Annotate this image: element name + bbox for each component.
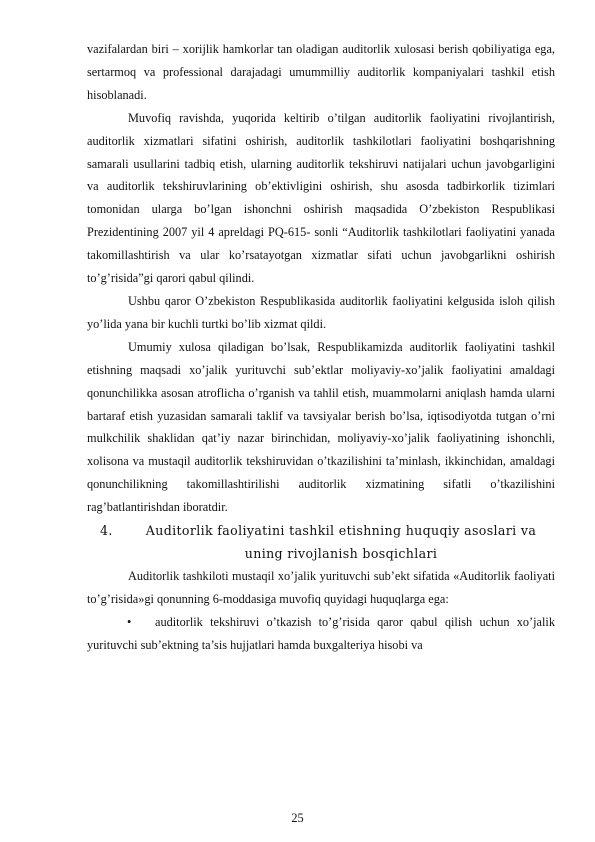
- document-page: [87, 38, 555, 657]
- paragraph-4: Umumiy xulosa qiladigan bo’lsak, Respublikamizda auditorlik faoliyatini tashkil etishning maqsadi xo’jalik yurituvchi sub’ektlar moliyaviy-xo’jalik faoliyatini amaldagi qonunchilikka asosan atroflicha o’rganish va tahlil etish, muammolarni aniqlash hamda ularni bartaraf etish yuzasidan samarali taklif va tavsiyalar berish bo’lsa, iqtisodiyotda tutgan o’rni mulkchilik shaklidan qat’iy nazar birinchidan, moliyaviy-xo’jalik faoliyatining ishonchli, xolisona va mustaqil auditorlik tekshiruvidan o’tkazilishini ta’minlash, ikkinchidan, amaldagi qonunchilikning takomillashtirilishi auditorlik xizmatining sifatli o’tkazilishini rag’batlantirishdan iboratdir.: [87, 339, 555, 515]
- paragraph-3: Ushbu qaror O’zbekiston Respublikasida auditorlik faoliyatini kelgusida isloh qilish yo’lida yana bir kuchli turtki bo’lib xizmat qildi.: [87, 293, 555, 331]
- paragraph-1: vazifalardan biri – xorijlik hamkorlar tan oladigan auditorlik xulosasi berish qobiliyatiga ega, sertarmoq va professional darajadagi umummilliy auditorlik kompaniyalari tashkil etish hisoblanadi.: [87, 42, 555, 102]
- paragraph-5: Auditorlik tashkiloti mustaqil xo’jalik yurituvchi sub’ekt sifatida «Auditorlik faoliyati to’g’risida»gi qonunning 6-moddasiga muvofiq quyidagi huquqlarga ega:: [87, 569, 555, 606]
- paragraph-2: Muvofiq ravishda, yuqorida keltirib o’tilgan auditorlik faoliyatini rivojlantirish, auditorlik xizmatlari sifatini oshirish, auditorlik tashkilotlari faoliyatini boshqarishning samarali usullarini tadbiq etish, ularning auditorlik tekshiruvi natijalari uchun javobgarligini va auditorlik tekshiruvlarining ob’ektivligini oshirish, shu asosda tadbirkorlik tizimlari tomonidan ularga bo’lgan ishonchni oshirish maqsadida O’zbekiston Respublikasi Prezidentining 2007 yil 4 apreldagi PQ-615- sonli “Auditorlik tashkilotlari faoliyatini yanada takomillashtirish va ular ko’rsatayotgan xizmatlar sifati uchun javobgarlikni oshirish to’g’risida”gi qarori qabul qilindi.: [87, 110, 555, 286]
- page-number: 25: [291, 811, 304, 825]
- bullet-icon: •: [127, 614, 132, 629]
- section-heading: [87, 519, 555, 565]
- bullet-text: auditorlik tekshiruvi o’tkazish to’g’risida qaror qabul qilish uchun xo’jalik yurituvchi sub’ektning ta’sis hujjatlari hamda buxgalteriya hisobi va: [87, 614, 555, 652]
- section-number: 4.: [100, 523, 113, 539]
- section-title: Auditorlik faoliyatini tashkil etishning huquqiy asoslari va uning rivojlanish bosqichlari: [145, 523, 537, 562]
- bullet-item: [87, 611, 555, 657]
